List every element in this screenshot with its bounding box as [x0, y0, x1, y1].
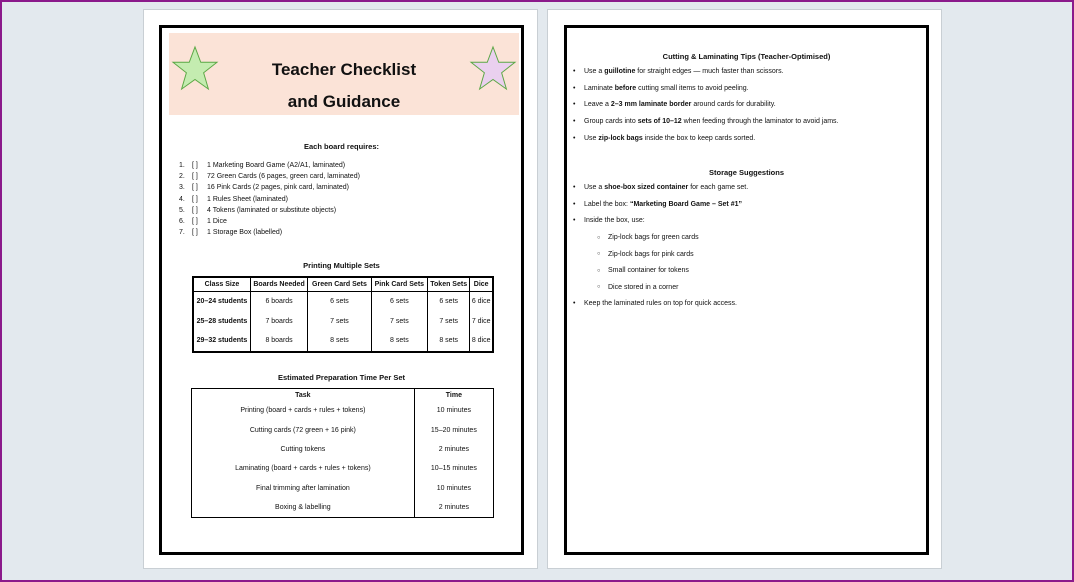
- table-row: [192, 459, 494, 478]
- checkbox-placeholder: [ ]: [192, 195, 198, 203]
- table-cell: 8 sets: [308, 331, 371, 352]
- checklist-item: [179, 171, 360, 182]
- storage-item: • Label the box: “Marketing Board Game – Set #1”: [584, 201, 742, 208]
- table-cell: 10 minutes: [414, 479, 493, 498]
- title-banner: [169, 33, 519, 115]
- table-cell: 8 dice: [470, 331, 493, 352]
- table-cell: 25–28 students: [193, 312, 250, 332]
- table-row: [192, 401, 494, 420]
- table-cell: 2 minutes: [414, 440, 493, 459]
- column-header: Green Card Sets: [308, 277, 371, 292]
- table-row: [192, 420, 494, 439]
- document-page-1: [143, 9, 538, 569]
- storage-item: • Use a shoe-box sized container for each game set.: [584, 184, 748, 191]
- checklist-item: [179, 194, 360, 205]
- table-cell: Printing (board + cards + rules + tokens): [192, 401, 415, 420]
- item-text: 1 Marketing Board Game (A2/A1, laminated): [207, 162, 346, 169]
- page-title-line-1: Teacher Checklist: [271, 60, 417, 79]
- pink-star-icon: [469, 45, 517, 91]
- table-cell: Laminating (board + cards + rules + tokens): [192, 459, 415, 478]
- column-header: Class Size: [193, 277, 250, 292]
- table-row: [193, 312, 493, 332]
- storage-heading: Storage Suggestions: [708, 168, 784, 177]
- table-cell: 7 boards: [250, 312, 307, 332]
- table-cell: 29–32 students: [193, 331, 250, 352]
- table-cell: 2 minutes: [414, 498, 493, 518]
- cutting-tip-item: [584, 68, 784, 75]
- table-cell: 15–20 minutes: [414, 420, 493, 439]
- table-cell: 7 sets: [308, 312, 371, 332]
- table-cell: 8 boards: [250, 331, 307, 352]
- page-border: [564, 25, 929, 555]
- storage-subitem: ○ Small container for tokens: [608, 267, 689, 274]
- table-cell: 6 sets: [428, 292, 470, 312]
- table-cell: 6 sets: [371, 292, 427, 312]
- table-row: [193, 292, 493, 312]
- tip-text: Use a: [584, 68, 605, 75]
- checklist-item: [179, 205, 360, 216]
- table-row: [192, 440, 494, 459]
- checkbox-placeholder: [ ]: [192, 229, 198, 237]
- table-row: [193, 331, 493, 352]
- item-number: 1.: [179, 162, 185, 169]
- tip-emphasis: 2–3 mm laminate border: [610, 101, 692, 109]
- checkbox-placeholder: [ ]: [192, 206, 198, 214]
- checkbox-placeholder: [ ]: [192, 173, 198, 181]
- table-cell: Cutting cards (72 green + 16 pink): [192, 420, 415, 439]
- printing-sets-table: [192, 276, 494, 353]
- table-cell: 7 sets: [371, 312, 427, 332]
- checklist-item: [179, 227, 360, 238]
- item-text: 1 Storage Box (labelled): [207, 229, 283, 237]
- storage-item: • Keep the laminated rules on top for quick access.: [584, 300, 737, 307]
- checklist-item: [179, 216, 360, 227]
- table-cell: Final trimming after lamination: [192, 479, 415, 498]
- item-text: 72 Green Cards (6 pages, green card, laminated): [207, 173, 360, 181]
- checkbox-placeholder: [ ]: [192, 162, 198, 169]
- table-cell: 6 sets: [308, 292, 371, 312]
- board-requires-heading: Each board requires:: [303, 142, 380, 151]
- item-number: 3.: [179, 184, 185, 192]
- checklist-item: [179, 160, 360, 171]
- checklist: [179, 160, 360, 238]
- column-header: Time: [414, 389, 493, 402]
- checkbox-placeholder: [ ]: [192, 218, 198, 226]
- tip-text: when feeding through the laminator to avoid jams.: [681, 118, 839, 126]
- table-cell: 6 boards: [250, 292, 307, 312]
- tip-text: for straight edges — much faster than scissors.: [635, 68, 784, 75]
- item-text: 1 Rules Sheet (laminated): [207, 195, 288, 203]
- checkbox-placeholder: [ ]: [192, 184, 198, 192]
- table-cell: 7 sets: [428, 312, 470, 332]
- item-number: 5.: [179, 206, 185, 214]
- storage-subitem: ○ Dice stored in a corner: [608, 284, 678, 291]
- tip-text: cutting small items to avoid peeling.: [636, 84, 749, 92]
- tip-emphasis: sets of 10–12: [637, 118, 682, 126]
- tip-emphasis: zip-lock bags: [598, 134, 643, 142]
- storage-item: • Inside the box, use:: [584, 217, 645, 224]
- table-cell: 10–15 minutes: [414, 459, 493, 478]
- tip-text: Group cards into: [584, 118, 638, 126]
- checklist-item: [179, 182, 360, 193]
- table-row: [192, 498, 494, 518]
- table-cell: 7 dice: [470, 312, 493, 332]
- document-page-2: [547, 9, 942, 569]
- printing-sets-heading: Printing Multiple Sets: [303, 261, 380, 270]
- tip-emphasis: guillotine: [604, 68, 636, 75]
- tip-text: Use: [584, 134, 599, 142]
- item-number: 7.: [179, 229, 185, 237]
- cutting-tip-item: [584, 85, 749, 92]
- item-text: 1 Dice: [207, 218, 227, 226]
- column-header: Pink Card Sets: [371, 277, 427, 292]
- table-cell: 6 dice: [470, 292, 493, 312]
- tip-text: Laminate: [584, 84, 615, 92]
- table-cell: 8 sets: [428, 331, 470, 352]
- prep-time-table: [191, 388, 494, 518]
- table-cell: Boxing & labelling: [192, 498, 415, 518]
- item-text: 16 Pink Cards (2 pages, pink card, laminated): [207, 184, 350, 192]
- tip-text: around cards for durability.: [691, 101, 776, 109]
- column-header: Token Sets: [428, 277, 470, 292]
- item-number: 4.: [179, 195, 185, 203]
- storage-subitem: ○ Zip-lock bags for pink cards: [608, 251, 694, 258]
- tip-emphasis: before: [614, 84, 637, 92]
- table-cell: 8 sets: [371, 331, 427, 352]
- storage-subitem: ○ Zip-lock bags for green cards: [608, 234, 699, 241]
- cutting-tip-item: [584, 101, 776, 108]
- cutting-tip-item: [584, 135, 755, 142]
- table-cell: 20–24 students: [193, 292, 250, 312]
- column-header: Task: [192, 389, 415, 402]
- tip-text: inside the box to keep cards sorted.: [642, 134, 756, 142]
- page-title-line-2: and Guidance: [287, 92, 401, 111]
- column-header: Dice: [470, 277, 493, 292]
- table-cell: 10 minutes: [414, 401, 493, 420]
- cutting-tips-heading: Cutting & Laminating Tips (Teacher-Optimised): [662, 52, 831, 61]
- prep-time-heading: Estimated Preparation Time Per Set: [278, 373, 405, 382]
- column-header: Boards Needed: [250, 277, 307, 292]
- item-text: 4 Tokens (laminated or substitute objects): [207, 206, 337, 214]
- page-border: [159, 25, 524, 555]
- item-number: 2.: [179, 173, 185, 181]
- item-number: 6.: [179, 218, 185, 226]
- cutting-tip-item: [584, 118, 839, 125]
- table-cell: Cutting tokens: [192, 440, 415, 459]
- tip-text: Leave a: [584, 101, 611, 109]
- table-row: [192, 479, 494, 498]
